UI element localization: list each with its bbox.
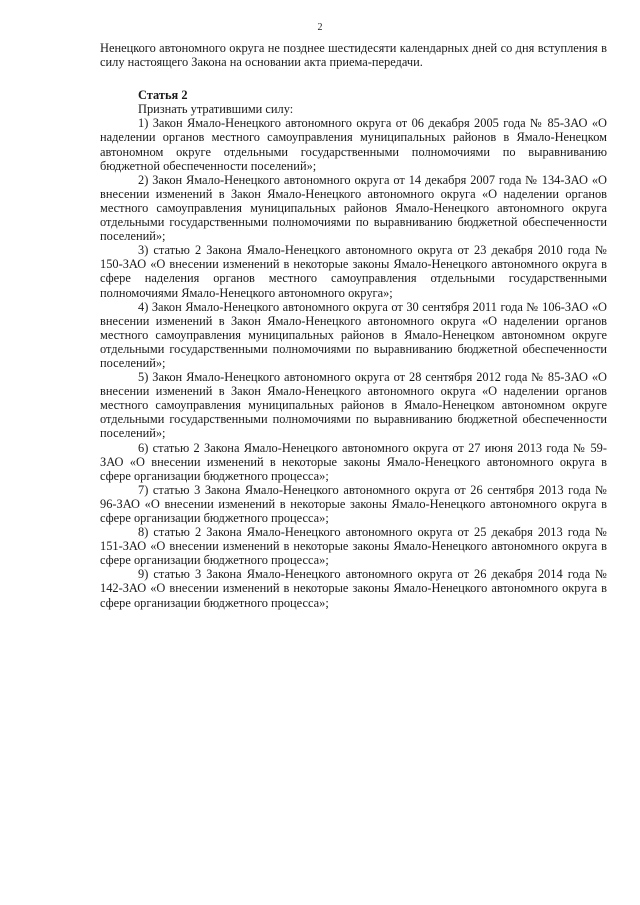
article-item-4: 4) Закон Ямало-Ненецкого автономного округа от 30 сентября 2011 года № 106-ЗАО «О внесении изменений в Закон Ямало-Ненецкого автономного округа «О наделении органов местного самоуправления муниципальных районов в Ямало-Ненецком автономном округе отдельными государственными полномочиями по выравниванию бюджетной обеспеченности поселений»; xyxy=(100,299,607,370)
article-item-2: 2) Закон Ямало-Ненецкого автономного округа от 14 декабря 2007 года № 134-ЗАО «О внесении изменений в Закон Ямало-Ненецкого автономного округа «О наделении органов местного самоуправления муниципальных районов Ямало-Ненецкого автономного округа отдельными государственными полномочиями по выравниванию бюджетной обеспеченности поселений»; xyxy=(100,172,607,244)
article-item-1: 1) Закон Ямало-Ненецкого автономного округа от 06 декабря 2005 года № 85-ЗАО «О наделении органов местного самоуправления муниципальных районов в Ямало-Ненецком автономном округе отдельными государственными полномочиями по выравниванию бюджетной обеспеченности поселений»; xyxy=(100,116,607,173)
article-item-9: 9) статью 3 Закона Ямало-Ненецкого автономного округа от 26 декабря 2014 года № 142-ЗАО «О внесении изменений в некоторые законы Ямало-Ненецкого автономного округа в сфере организации бюджетного процесса»; xyxy=(100,567,607,610)
article-item-3: 3) статью 2 Закона Ямало-Ненецкого автономного округа от 23 декабря 2010 года № 150-ЗАО «О внесении изменений в некоторые законы Ямало-Ненецкого автономного округа в сфере наделения органов местного самоуправления отдельными государственными полномочиями Ямало-Ненецкого автономного округа»; xyxy=(100,243,607,300)
page-number: 2 xyxy=(317,22,323,33)
article-lead: Признать утратившими силу: xyxy=(138,102,294,117)
article-item-8: 8) статью 2 Закона Ямало-Ненецкого автономного округа от 25 декабря 2013 года № 151-ЗАО «О внесении изменений в некоторые законы Ямало-Ненецкого автономного округа в сфере организации бюджетного процесса»; xyxy=(100,525,607,568)
article-item-7: 7) статью 3 Закона Ямало-Ненецкого автономного округа от 26 сентября 2013 года № 96-ЗАО «О внесении изменений в некоторые законы Ямало-Ненецкого автономного округа в сфере организации бюджетного процесса»; xyxy=(100,482,607,525)
document-body xyxy=(100,41,607,610)
intro-continuation-paragraph: Ненецкого автономного округа не позднее шестидесяти календарных дней со дня вступления в силу настоящего Закона на основании акта приема-передачи. xyxy=(100,41,607,70)
article-heading: Статья 2 xyxy=(138,88,188,103)
article-item-6: 6) статью 2 Закона Ямало-Ненецкого автономного округа от 27 июня 2013 года № 59-ЗАО «О внесении изменений в некоторые законы Ямало-Ненецкого автономного округа в сфере организации бюджетного процесса»; xyxy=(100,440,607,483)
article-item-5: 5) Закон Ямало-Ненецкого автономного округа от 28 сентября 2012 года № 85-ЗАО «О внесении изменений в Закон Ямало-Ненецкого автономного округа «О наделении органов местного самоуправления муниципальных районов в Ямало-Ненецком автономном округе отдельными государственными полномочиями по выравниванию бюджетной обеспеченности поселений»; xyxy=(100,370,607,441)
